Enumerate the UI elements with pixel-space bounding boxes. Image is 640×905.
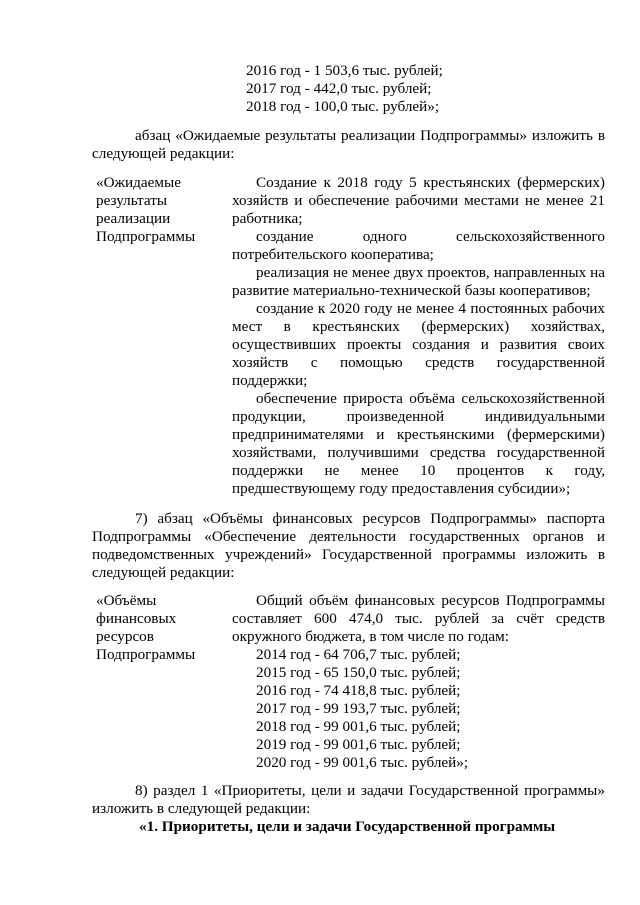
table-text-line: продукции, произведенной индивидуальными bbox=[232, 408, 605, 425]
table-text-line: составляет 600 474,0 тыс. рублей за счёт средств bbox=[232, 610, 605, 627]
table-text-line: поддержки не менее 10 процентов к году, bbox=[232, 462, 605, 479]
table-text-line: мест в крестьянских (фермерских) хозяйствах, bbox=[232, 318, 605, 335]
paragraph-line: 8) раздел 1 «Приоритеты, цели и задачи Государственной программы» bbox=[135, 782, 605, 799]
table-text-line: предшествующему году предоставления субсидии»; bbox=[232, 480, 571, 497]
year-line: 2020 год - 99 001,6 тыс. рублей»; bbox=[256, 754, 469, 771]
year-line: 2016 год - 1 503,6 тыс. рублей; bbox=[246, 62, 443, 79]
table-label-line: «Объёмы bbox=[96, 592, 157, 609]
table-text-line: предпринимателями и крестьянскими (фермерскими) bbox=[232, 426, 605, 443]
year-line: 2016 год - 74 418,8 тыс. рублей; bbox=[256, 682, 461, 699]
table-text-line: хозяйств и обеспечение рабочими местами не менее 21 bbox=[232, 192, 605, 209]
table-text-line: окружного бюджета, в том числе по годам: bbox=[232, 628, 509, 645]
section-heading: «1. Приоритеты, цели и задачи Государственной программы bbox=[139, 818, 556, 835]
table-text-line: хозяйств с помощью средств государственной bbox=[232, 354, 605, 371]
table-label-line: финансовых bbox=[96, 610, 177, 627]
year-line: 2018 год - 99 001,6 тыс. рублей; bbox=[256, 718, 461, 735]
paragraph-line: 7) абзац «Объёмы финансовых ресурсов Подпрограммы» паспорта bbox=[135, 510, 605, 527]
table-text-line: хозяйствами, получившими средства государственной bbox=[232, 444, 605, 461]
year-line: 2017 год - 442,0 тыс. рублей; bbox=[246, 80, 432, 97]
paragraph-line: Подпрограммы «Обеспечение деятельности государственных органов и bbox=[92, 528, 605, 545]
year-line: 2019 год - 99 001,6 тыс. рублей; bbox=[256, 736, 461, 753]
table-text-line: поддержки; bbox=[232, 372, 308, 389]
paragraph-line: следующей редакции: bbox=[92, 564, 235, 581]
table-label-line: результаты bbox=[96, 192, 168, 209]
paragraph-line: подведомственных учреждений» Государственной программы изложить в bbox=[92, 546, 605, 563]
table-text-line: потребительского кооператива; bbox=[232, 246, 434, 263]
table-text-line: создание одного сельскохозяйственного bbox=[256, 228, 605, 245]
year-line: 2018 год - 100,0 тыс. рублей»; bbox=[246, 98, 440, 115]
table-label-line: реализации bbox=[96, 210, 171, 227]
table-label-line: «Ожидаемые bbox=[96, 174, 181, 191]
table-label-line: Подпрограммы bbox=[96, 646, 196, 663]
paragraph-line: следующей редакции: bbox=[92, 145, 235, 162]
table-text-line: обеспечение прироста объёма сельскохозяйственной bbox=[256, 390, 605, 407]
table-text-line: работника; bbox=[232, 210, 303, 227]
paragraph-line: абзац «Ожидаемые результаты реализации Подпрограммы» изложить в bbox=[135, 127, 605, 144]
table-text-line: Общий объём финансовых ресурсов Подпрограммы bbox=[256, 592, 605, 609]
table-text-line: Создание к 2018 году 5 крестьянских (фермерских) bbox=[256, 174, 605, 191]
table-text-line: осуществивших проекты создания и развития своих bbox=[232, 336, 605, 353]
year-line: 2015 год - 65 150,0 тыс. рублей; bbox=[256, 664, 461, 681]
paragraph-line: изложить в следующей редакции: bbox=[92, 800, 311, 817]
year-line: 2017 год - 99 193,7 тыс. рублей; bbox=[256, 700, 461, 717]
table-label-line: Подпрограммы bbox=[96, 228, 196, 245]
table-label-line: ресурсов bbox=[96, 628, 154, 645]
table-text-line: развитие материально-технической базы кооперативов; bbox=[232, 282, 591, 299]
year-line: 2014 год - 64 706,7 тыс. рублей; bbox=[256, 646, 461, 663]
table-text-line: создание к 2020 году не менее 4 постоянных рабочих bbox=[256, 300, 605, 317]
table-text-line: реализация не менее двух проектов, направленных на bbox=[256, 264, 605, 281]
